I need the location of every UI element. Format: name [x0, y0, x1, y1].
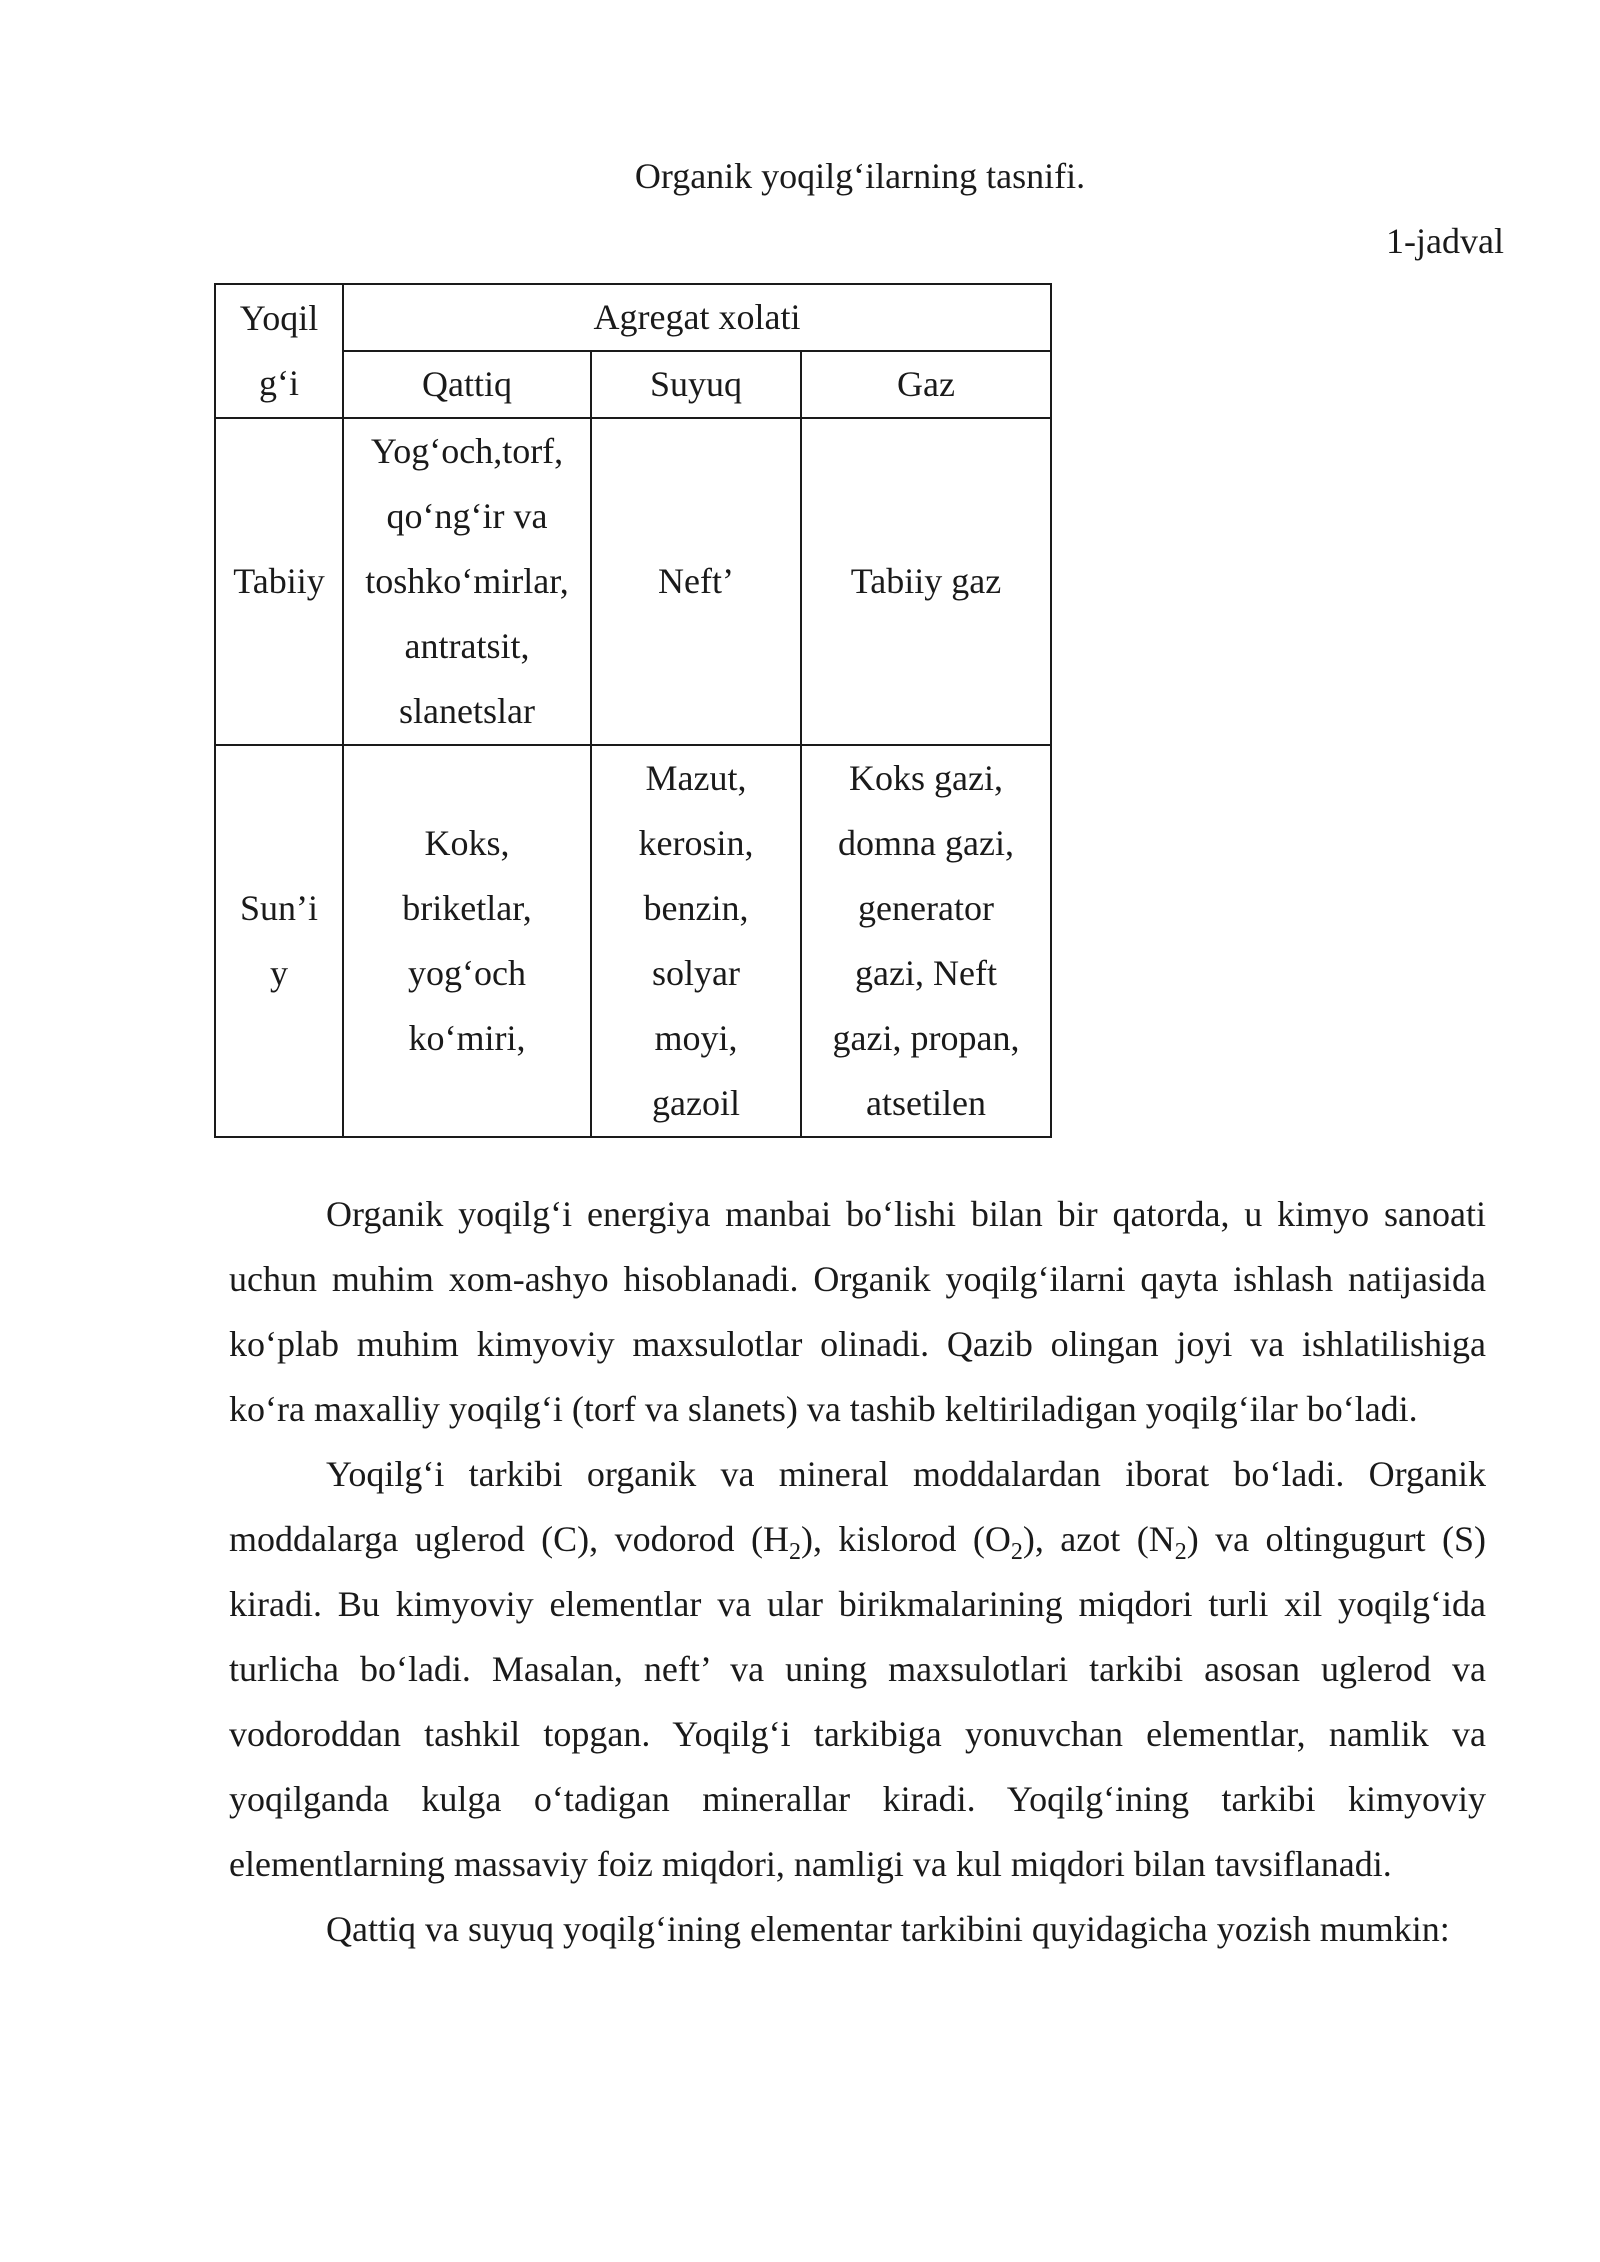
- paragraph-2-text-b: ), kislorod (O: [801, 1519, 1011, 1559]
- cell-line: Mazut,: [645, 758, 747, 798]
- row-label-artificial: [215, 745, 343, 1137]
- cell-artificial-solid: [343, 745, 591, 1137]
- cell-line: gazi, Neft: [855, 953, 997, 993]
- cell-line: Sun’i: [239, 888, 318, 928]
- cell-natural-solid: [343, 418, 591, 745]
- cell-line: domna gazi,: [838, 823, 1014, 863]
- body-text: [229, 1182, 1486, 1962]
- cell-artificial-liquid: [591, 745, 801, 1137]
- cell-line: generator: [858, 888, 994, 928]
- table-row-natural: [215, 418, 1051, 745]
- paragraph-2-text-c: ), azot (N: [1022, 1519, 1175, 1559]
- column-header-gas: Gaz: [801, 351, 1051, 418]
- cell-line: Koks gazi,: [849, 758, 1003, 798]
- cell-natural-gas: [801, 418, 1051, 745]
- table-label: 1-jadval: [1386, 221, 1504, 261]
- cell-natural-liquid: [591, 418, 801, 745]
- cell-line: Koks,: [424, 823, 510, 863]
- cell-line: briketlar,: [402, 888, 532, 928]
- fuel-classification-table: [214, 283, 1052, 1138]
- cell-line: gazi, propan,: [832, 1018, 1020, 1058]
- cell-line: gazoil: [652, 1083, 740, 1123]
- cell-line: Yoqil: [239, 298, 319, 338]
- cell-line: atsetilen: [866, 1083, 986, 1123]
- paragraph-2: [229, 1442, 1486, 1897]
- table-group-header: Agregat xolati: [343, 284, 1051, 351]
- column-header-solid: Qattiq: [343, 351, 591, 418]
- cell-line: benzin,: [643, 888, 749, 928]
- cell-line: y: [270, 953, 288, 993]
- cell-line: ko‘miri,: [408, 1018, 526, 1058]
- subscript-o2: 2: [1010, 1539, 1023, 1566]
- cell-line: antratsit,: [404, 626, 530, 666]
- paragraph-2-text-a: Yoqilg‘i tarkibi organik va mineral moddalardan iborat bo‘ladi. Organik moddalarga uglerod (C), vodorod (H: [229, 1454, 1486, 1559]
- cell-artificial-gas: [801, 745, 1051, 1137]
- table-corner-header: [215, 284, 343, 418]
- table-row-artificial: [215, 745, 1051, 1137]
- cell-line: moyi,: [654, 1018, 738, 1058]
- cell-line: kerosin,: [638, 823, 754, 863]
- cell-line: toshko‘mirlar,: [365, 561, 569, 601]
- page-title: Organik yoqilg‘ilarning tasnifi.: [634, 156, 1086, 196]
- subscript-h2: 2: [789, 1539, 801, 1566]
- column-header-liquid: Suyuq: [591, 351, 801, 418]
- table-header-row-1: [215, 284, 1051, 351]
- cell-line: Neft’: [658, 561, 734, 601]
- paragraph-2-text-d: ) va oltingugurt (S) kiradi. Bu kimyoviy elementlar va ular birikmalarining miqdori turli xil yoqilg‘ida turlicha bo‘ladi. Masalan, neft’ va uning maxsulotlari tarkibi asosan uglerod va vodoroddan tashkil topgan. Yoqilg‘i tarkibiga yonuvchan elementlar, namlik va yoqilganda kulga o‘tadigan minerallar kiradi. Yoqilg‘ining tarkibi kimyoviy elementlarning massaviy foiz miqdori, namligi va kul miqdori bilan tavsiflanadi.: [229, 1519, 1486, 1884]
- cell-line: yog‘och: [408, 953, 526, 993]
- cell-line: slanetslar: [399, 691, 535, 731]
- cell-line: qo‘ng‘ir va: [386, 496, 548, 536]
- cell-line: solyar: [652, 953, 740, 993]
- paragraph-1: Organik yoqilg‘i energiya manbai bo‘lishi bilan bir qatorda, u kimyo sanoati uchun muhim xom-ashyo hisoblanadi. Organik yoqilg‘ilarni qayta ishlash natijasida ko‘plab muhim kimyoviy maxsulotlar olinadi. Qazib olingan joyi va ishlatilishiga ko‘ra maxalliy yoqilg‘i (torf va slanets) va tashib keltiriladigan yoqilg‘ilar bo‘ladi.: [229, 1194, 1486, 1429]
- subscript-n2: 2: [1174, 1539, 1187, 1566]
- cell-line: Tabiiy: [233, 561, 325, 601]
- paragraph-3: Qattiq va suyuq yoqilg‘ining elementar tarkibini quyidagicha yozish mumkin:: [326, 1909, 1450, 1949]
- cell-line: Tabiiy gaz: [850, 561, 1002, 601]
- cell-line: g‘i: [259, 363, 299, 403]
- row-label-natural: [215, 418, 343, 745]
- cell-line: Yog‘och,torf,: [370, 431, 564, 471]
